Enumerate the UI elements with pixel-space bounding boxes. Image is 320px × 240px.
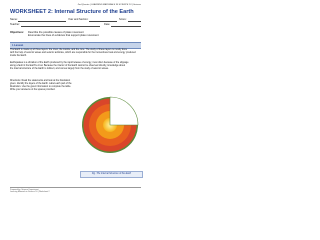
section-header [10,42,141,49]
teacher-row [10,23,141,27]
name-field[interactable] [18,21,66,22]
score-label: Score: [119,18,127,21]
objective-item: Describe the possible causes of plate movement [28,31,84,34]
date-label: Date: [104,23,111,26]
paragraph-line: The Earth is made up of three layers: the crust, the mantle, and the core. The study of these layers is mostly done [10,49,128,51]
paragraph-line: inside the Earth. [10,54,27,57]
objectives-label: Objectives: [10,31,24,34]
lesson-paragraph [10,62,141,71]
year-label: Year and Section: [68,18,89,21]
footer-line-2: Learning Materials in Science 10 | Worksheet 2 [10,191,50,194]
teacher-field[interactable] [21,26,100,27]
paragraph-line: Earthquakes is a vibration of the Earth produced by the rapid release of energy, most often because of the slippage [10,62,129,64]
footer-divider [10,187,141,188]
section-title: I. Lesson [12,43,24,47]
paragraph-line: with the help of seismic waves and seismic activities, which are responsible for the tremendous heat and energy produced [10,51,136,54]
paragraph-line: the internal structure of the Earth is indirect, and comes largely from the study of seismic waves. [10,67,109,70]
earth-layers-illustration [80,80,141,170]
lesson-paragraph [10,49,141,58]
date-field[interactable] [111,26,141,27]
score-field[interactable] [128,21,141,22]
figure-caption-text: Fig. The Internal Structure of the Earth [91,173,132,176]
figure-caption [80,171,143,178]
name-label: Name: [10,18,18,21]
header-note: 2nd Quarter | LEARNING MATERIALS IN SCIENCE 10 | Science [77,4,141,6]
worksheet-page [0,0,149,198]
directions-text: Directions: Read the statements and look at the illustration given. Identify the layers of the Earth. Label each part of the illustration. Use the given information to complete the table. Write your answers on the spaces provided. [10,80,72,91]
footer-line-1: Prepared by: Science Department [10,189,39,191]
page-title: WORKSHEET 2: Internal Structure of the Earth [10,9,134,15]
teacher-label: Teacher: [10,23,20,26]
objective-item: Enumerate the lines of evidence that support plate movement [28,34,99,38]
name-row [10,18,141,22]
year-field[interactable] [89,21,117,22]
footer [10,189,141,194]
paragraph-line: along a fault in the Earth's crust. Because the interior of the Earth cannot be observed directly, knowledge about [10,64,126,67]
